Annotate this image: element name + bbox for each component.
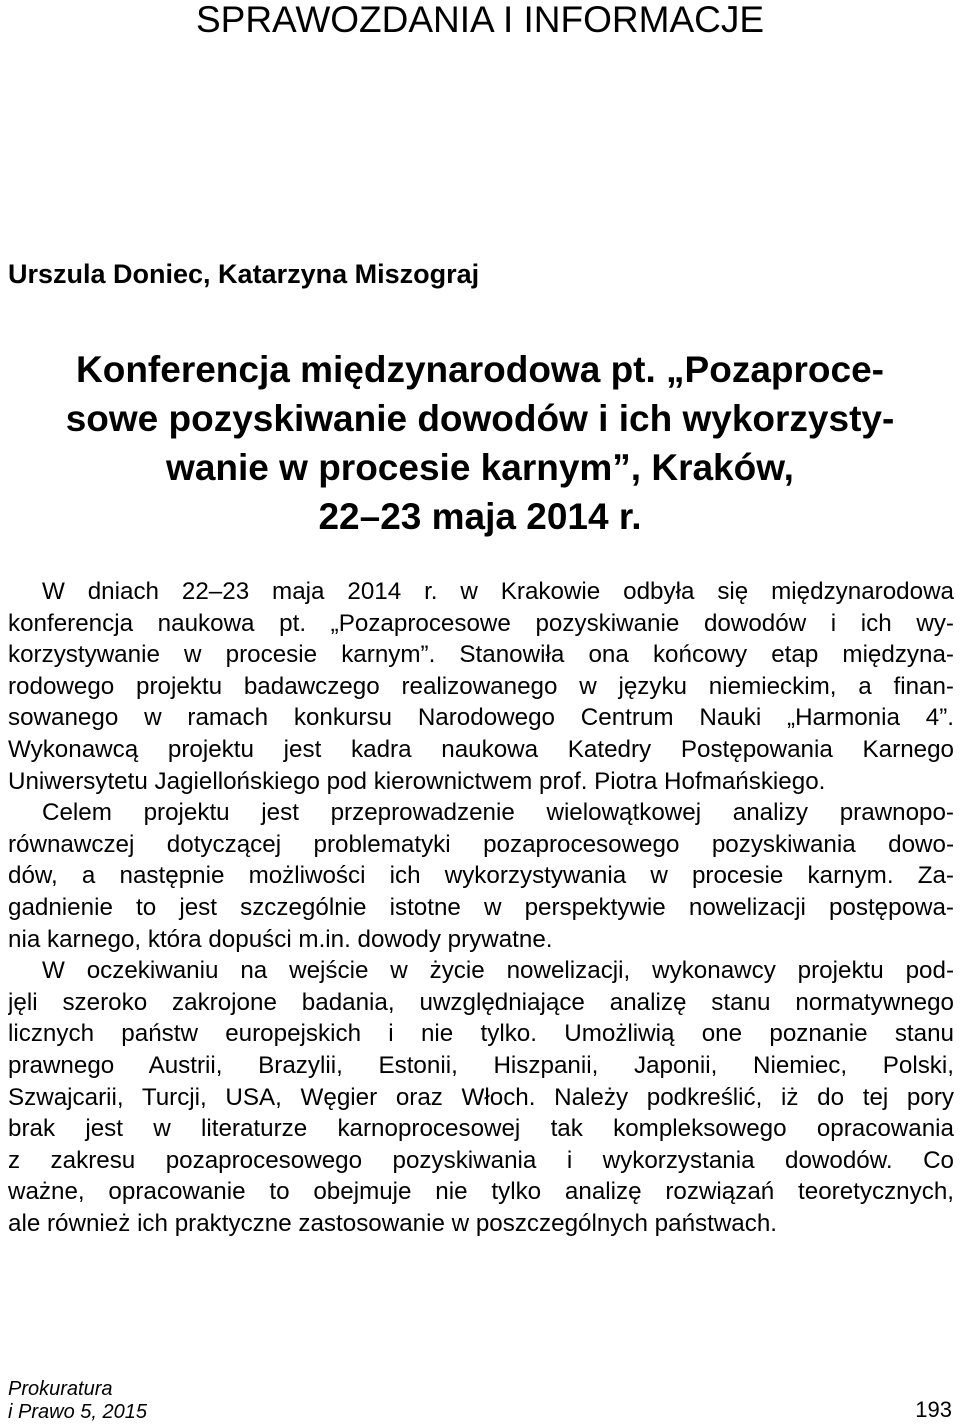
body-line: Celem projektu jest przeprowadzenie wielowątkowej analizy prawnopo- xyxy=(42,799,954,827)
body-line: jęli szeroko zakrojone badania, uwzględniające analizę stanu normatywnego xyxy=(8,988,954,1016)
body-line: ważne, opracowanie to obejmuje nie tylko analizę rozwiązań teoretycznych, xyxy=(8,1178,954,1206)
body-line: W dniach 22–23 maja 2014 r. w Krakowie odbyła się międzynarodowa xyxy=(42,578,954,605)
journal-footer xyxy=(8,1378,147,1424)
body-line: prawnego Austrii, Brazylii, Estonii, Hiszpanii, Japonii, Niemiec, Polski, xyxy=(8,1051,954,1079)
article-title-line: 22–23 maja 2014 r. xyxy=(318,496,642,537)
body-line: Uniwersytetu Jagiellońskiego pod kierownictwem prof. Piotra Hofmańskiego. xyxy=(8,767,826,795)
body-line: licznych państw europejskich i nie tylko. Umożliwią one poznanie stanu xyxy=(8,1020,954,1048)
body-line: dów, a następnie możliwości ich wykorzystywania w procesie karnym. Za- xyxy=(8,862,954,890)
section-header: SPRAWOZDANIA I INFORMACJE xyxy=(195,0,765,40)
article-title-line: wanie w procesie karnym”, Kraków, xyxy=(166,447,794,488)
body-line: W oczekiwaniu na wejście w życie nowelizacji, wykonawcy projektu pod- xyxy=(42,957,954,985)
article-title-line: sowe pozyskiwanie dowodów i ich wykorzysty- xyxy=(65,398,895,439)
body-line: rodowego projektu badawczego realizowanego w języku niemieckim, a finan- xyxy=(8,672,954,700)
article-authors: Urszula Doniec, Katarzyna Miszograj xyxy=(8,259,480,289)
body-line: brak jest w literaturze karnoprocesowej tak kompleksowego opracowania xyxy=(8,1115,954,1143)
body-line: konferencja naukowa pt. „Pozaprocesowe pozyskiwanie dowodów i ich wy- xyxy=(8,609,954,637)
article-body xyxy=(8,576,954,1239)
body-line: gadnienie to jest szczególnie istotne w perspektywie nowelizacji postępowa- xyxy=(8,893,954,921)
journal-name: Prokuratura xyxy=(8,1378,113,1400)
page-number: 193 xyxy=(915,1397,952,1422)
body-line: ale również ich praktyczne zastosowanie w poszczególnych państwach. xyxy=(8,1209,778,1237)
body-line: korzystywanie w procesie karnym”. Stanowiła ona końcowy etap międzyna- xyxy=(8,641,954,669)
body-line: Szwajcarii, Turcji, USA, Węgier oraz Włoch. Należy podkreślić, iż do tej pory xyxy=(8,1083,954,1111)
body-line: z zakresu pozaprocesowego pozyskiwania i wykorzystania dowodów. Co xyxy=(8,1146,954,1174)
body-line: równawczej dotyczącej problematyki pozaprocesowego pozyskiwania dowo- xyxy=(8,830,954,858)
body-line: Wykonawcą projektu jest kadra naukowa Katedry Postępowania Karnego xyxy=(8,735,954,763)
body-line: nia karnego, która dopuści m.in. dowody prywatne. xyxy=(8,925,553,953)
article-title-line: Konferencja międzynarodowa pt. „Pozaproce- xyxy=(76,349,884,390)
journal-issue: i Prawo 5, 2015 xyxy=(8,1401,147,1423)
body-line: sowanego w ramach konkursu Narodowego Centrum Nauki „Harmonia 4”. xyxy=(8,704,954,732)
article-title xyxy=(0,345,960,541)
